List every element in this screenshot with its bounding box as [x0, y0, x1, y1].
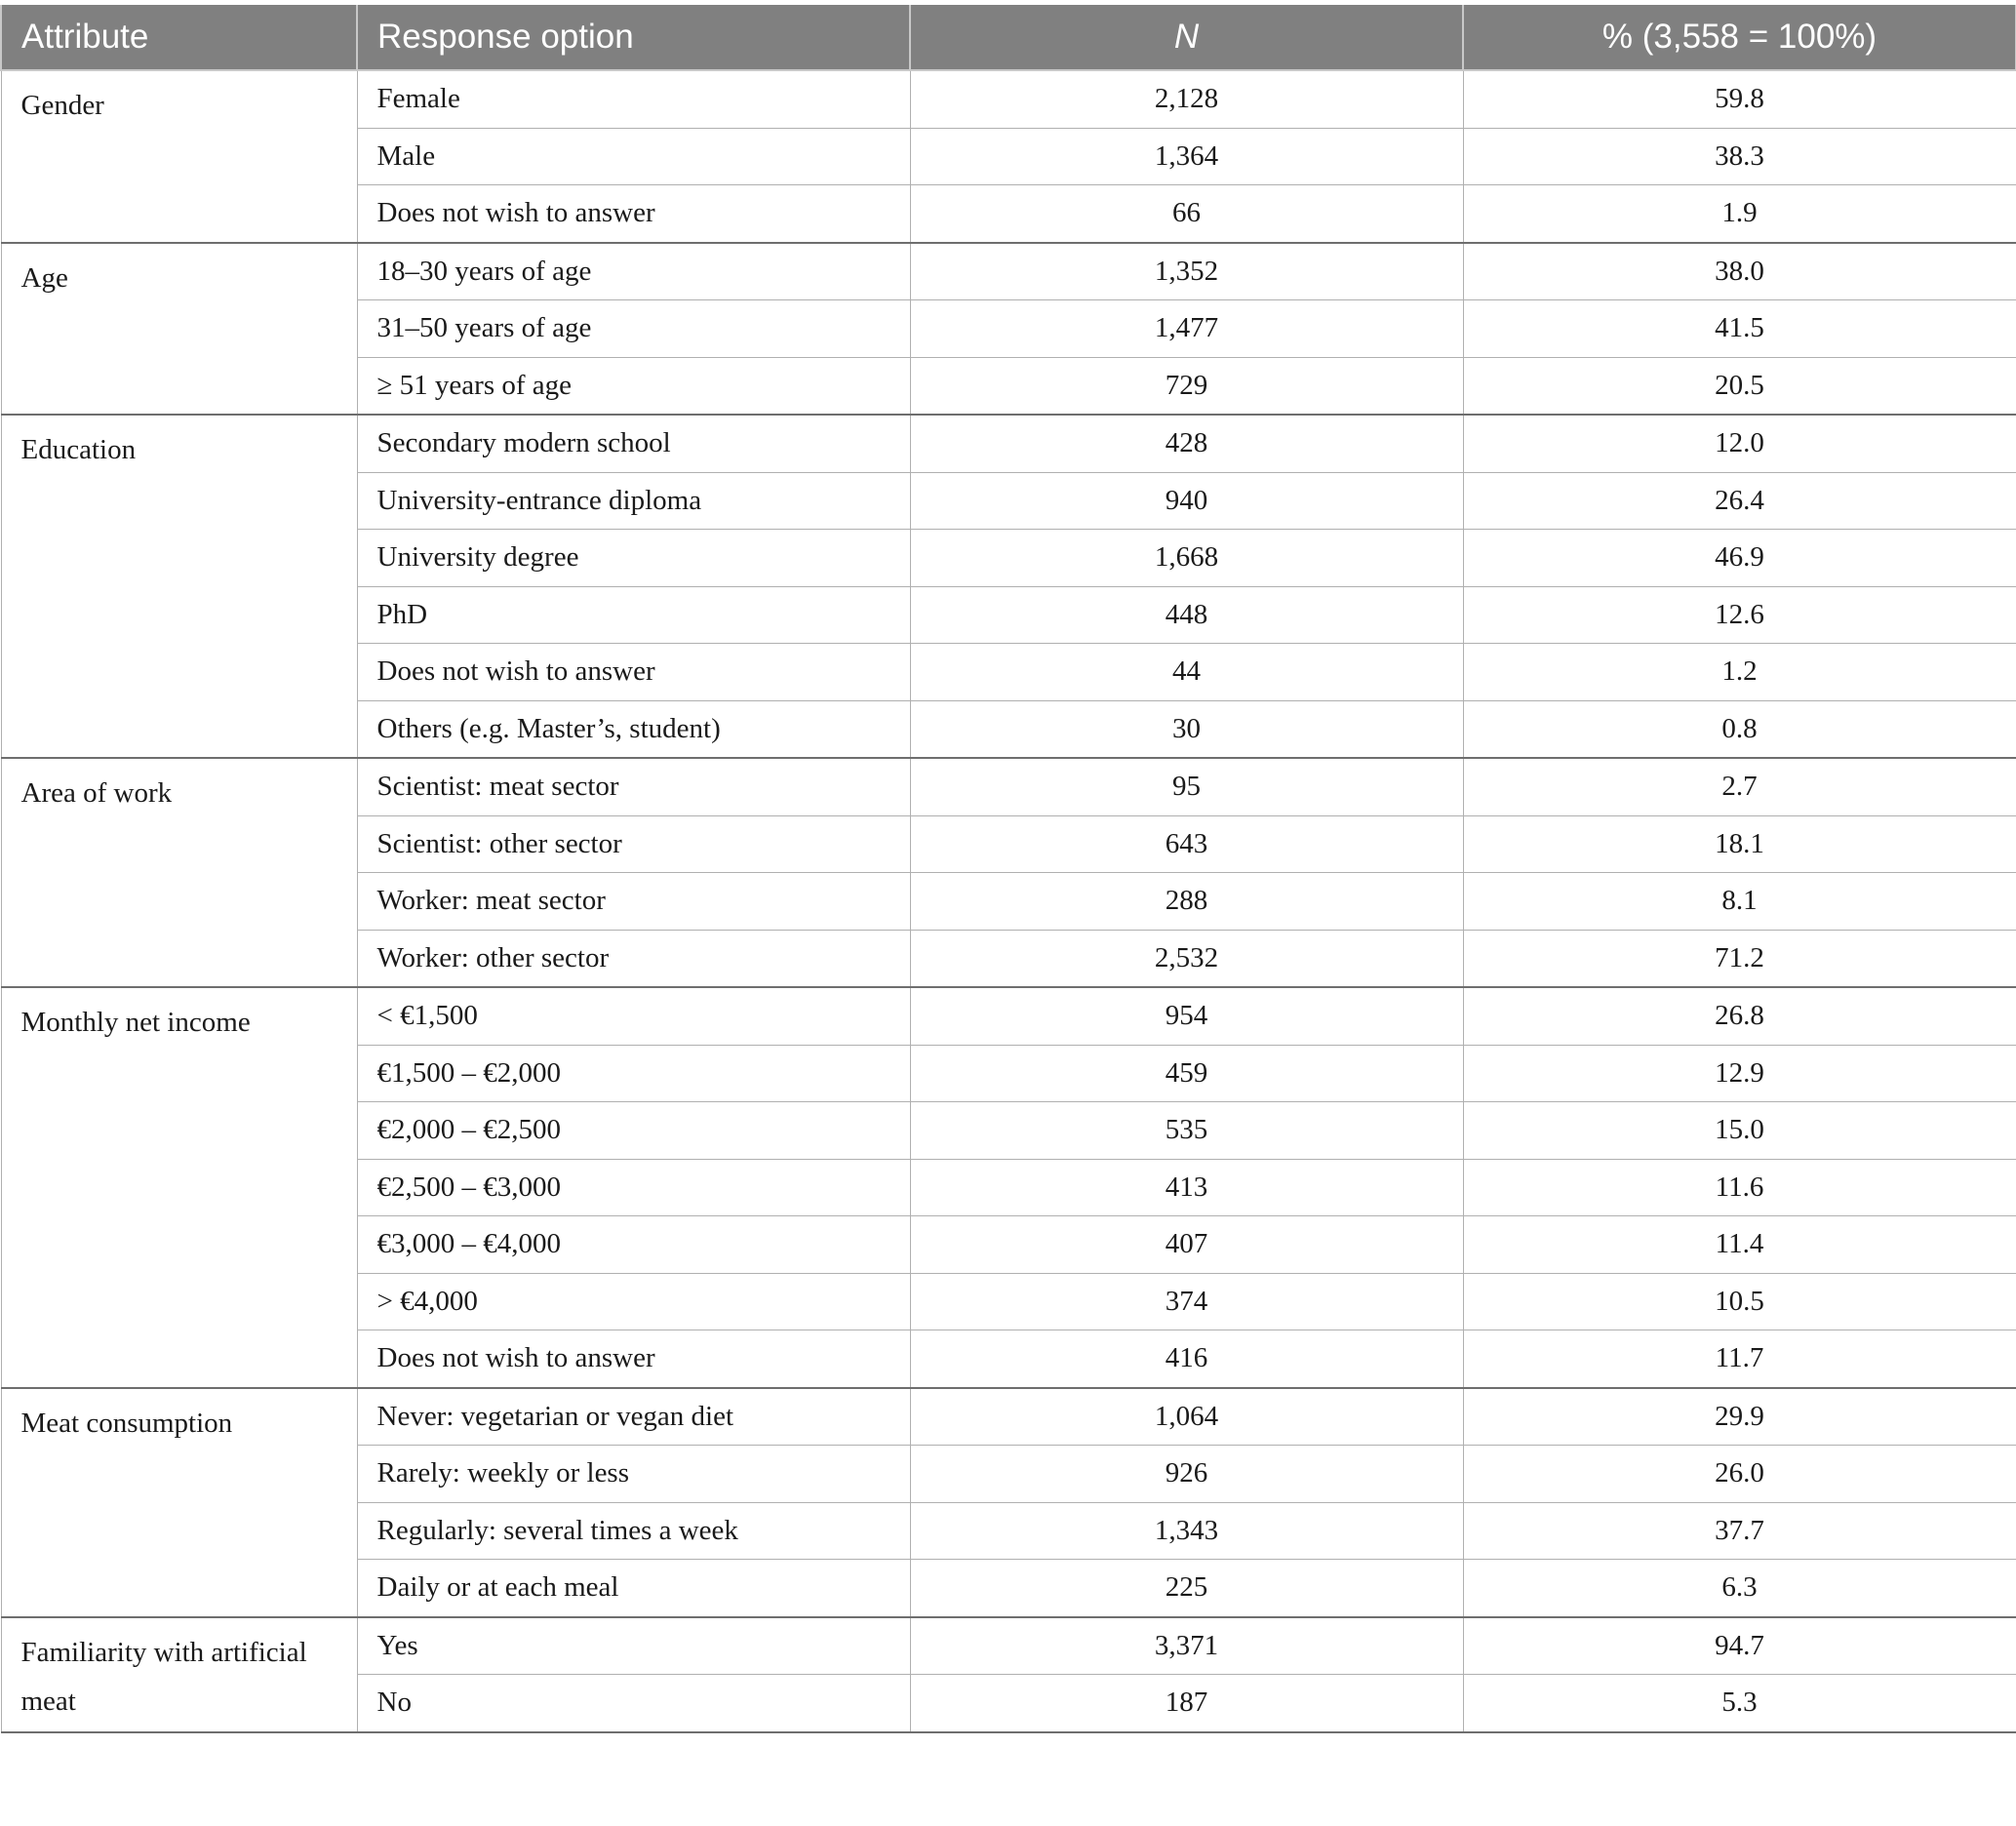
percent-cell: 11.7	[1463, 1330, 2016, 1388]
response-option-cell: > €4,000	[357, 1273, 910, 1330]
percent-cell: 26.8	[1463, 987, 2016, 1045]
percent-cell: 26.4	[1463, 472, 2016, 530]
response-option-cell: Scientist: other sector	[357, 815, 910, 873]
percent-cell: 12.0	[1463, 415, 2016, 472]
response-option-cell: PhD	[357, 586, 910, 644]
percent-cell: 71.2	[1463, 930, 2016, 987]
percent-cell: 5.3	[1463, 1675, 2016, 1732]
percent-cell: 41.5	[1463, 300, 2016, 358]
n-cell: 954	[910, 987, 1463, 1045]
attribute-cell: Familiarity with artificial meat	[1, 1617, 357, 1732]
response-option-cell: Regularly: several times a week	[357, 1502, 910, 1560]
n-cell: 1,064	[910, 1388, 1463, 1446]
percent-cell: 15.0	[1463, 1102, 2016, 1160]
n-cell: 3,371	[910, 1617, 1463, 1675]
percent-cell: 46.9	[1463, 530, 2016, 587]
percent-cell: 11.6	[1463, 1159, 2016, 1216]
table-row	[1, 70, 2016, 128]
table-row	[1, 243, 2016, 300]
percent-cell: 2.7	[1463, 758, 2016, 815]
n-cell: 1,477	[910, 300, 1463, 358]
n-cell: 1,343	[910, 1502, 1463, 1560]
response-option-cell: Does not wish to answer	[357, 644, 910, 701]
n-cell: 1,364	[910, 128, 1463, 185]
response-option-cell: ≥ 51 years of age	[357, 357, 910, 415]
percent-cell: 38.3	[1463, 128, 2016, 185]
response-option-cell: University degree	[357, 530, 910, 587]
table-row	[1, 415, 2016, 472]
demographics-table	[0, 5, 2016, 1733]
n-cell: 926	[910, 1446, 1463, 1503]
table-body	[1, 70, 2016, 1732]
response-option-cell: Does not wish to answer	[357, 1330, 910, 1388]
percent-cell: 0.8	[1463, 700, 2016, 758]
n-cell: 428	[910, 415, 1463, 472]
percent-cell: 37.7	[1463, 1502, 2016, 1560]
table-row	[1, 987, 2016, 1045]
percent-cell: 18.1	[1463, 815, 2016, 873]
response-option-cell: Worker: meat sector	[357, 873, 910, 931]
n-cell: 374	[910, 1273, 1463, 1330]
table-header	[1, 5, 2016, 70]
response-option-cell: Does not wish to answer	[357, 185, 910, 243]
n-cell: 940	[910, 472, 1463, 530]
response-option-cell: Never: vegetarian or vegan diet	[357, 1388, 910, 1446]
percent-cell: 29.9	[1463, 1388, 2016, 1446]
response-option-cell: 18–30 years of age	[357, 243, 910, 300]
n-cell: 2,532	[910, 930, 1463, 987]
n-cell: 2,128	[910, 70, 1463, 128]
response-option-cell: University-entrance diploma	[357, 472, 910, 530]
attribute-cell: Age	[1, 243, 357, 416]
response-option-cell: < €1,500	[357, 987, 910, 1045]
response-option-cell: Daily or at each meal	[357, 1560, 910, 1617]
header-row	[1, 5, 2016, 70]
percent-cell: 94.7	[1463, 1617, 2016, 1675]
attribute-cell: Education	[1, 415, 357, 758]
percent-cell: 38.0	[1463, 243, 2016, 300]
response-option-cell: €3,000 – €4,000	[357, 1216, 910, 1274]
table-row	[1, 758, 2016, 815]
n-cell: 66	[910, 185, 1463, 243]
header-attribute: Attribute	[1, 5, 357, 70]
percent-cell: 1.9	[1463, 185, 2016, 243]
attribute-cell: Monthly net income	[1, 987, 357, 1388]
response-option-cell: Scientist: meat sector	[357, 758, 910, 815]
n-cell: 459	[910, 1045, 1463, 1102]
n-cell: 535	[910, 1102, 1463, 1160]
percent-cell: 20.5	[1463, 357, 2016, 415]
n-cell: 30	[910, 700, 1463, 758]
response-option-cell: Others (e.g. Master’s, student)	[357, 700, 910, 758]
n-cell: 413	[910, 1159, 1463, 1216]
response-option-cell: No	[357, 1675, 910, 1732]
n-cell: 288	[910, 873, 1463, 931]
response-option-cell: 31–50 years of age	[357, 300, 910, 358]
header-n: N	[910, 5, 1463, 70]
response-option-cell: €2,500 – €3,000	[357, 1159, 910, 1216]
response-option-cell: Rarely: weekly or less	[357, 1446, 910, 1503]
n-cell: 187	[910, 1675, 1463, 1732]
percent-cell: 59.8	[1463, 70, 2016, 128]
n-cell: 1,668	[910, 530, 1463, 587]
percent-cell: 12.6	[1463, 586, 2016, 644]
n-cell: 643	[910, 815, 1463, 873]
percent-cell: 12.9	[1463, 1045, 2016, 1102]
n-cell: 95	[910, 758, 1463, 815]
n-cell: 225	[910, 1560, 1463, 1617]
percent-cell: 26.0	[1463, 1446, 2016, 1503]
percent-cell: 10.5	[1463, 1273, 2016, 1330]
table-row	[1, 1388, 2016, 1446]
response-option-cell: Male	[357, 128, 910, 185]
attribute-cell: Gender	[1, 70, 357, 243]
response-option-cell: Worker: other sector	[357, 930, 910, 987]
n-cell: 416	[910, 1330, 1463, 1388]
attribute-cell: Area of work	[1, 758, 357, 987]
n-cell: 448	[910, 586, 1463, 644]
percent-cell: 11.4	[1463, 1216, 2016, 1274]
attribute-cell: Meat consumption	[1, 1388, 357, 1617]
response-option-cell: Secondary modern school	[357, 415, 910, 472]
n-cell: 407	[910, 1216, 1463, 1274]
header-response-option: Response option	[357, 5, 910, 70]
percent-cell: 6.3	[1463, 1560, 2016, 1617]
percent-cell: 1.2	[1463, 644, 2016, 701]
response-option-cell: Yes	[357, 1617, 910, 1675]
table-row	[1, 1617, 2016, 1675]
response-option-cell: €1,500 – €2,000	[357, 1045, 910, 1102]
header-percent: % (3,558 = 100%)	[1463, 5, 2016, 70]
percent-cell: 8.1	[1463, 873, 2016, 931]
n-cell: 729	[910, 357, 1463, 415]
n-cell: 44	[910, 644, 1463, 701]
response-option-cell: Female	[357, 70, 910, 128]
n-cell: 1,352	[910, 243, 1463, 300]
response-option-cell: €2,000 – €2,500	[357, 1102, 910, 1160]
